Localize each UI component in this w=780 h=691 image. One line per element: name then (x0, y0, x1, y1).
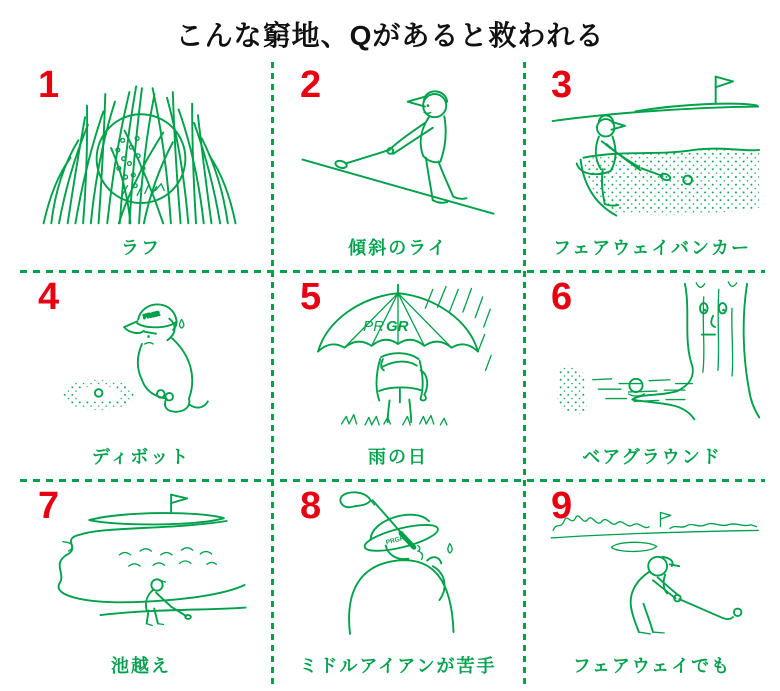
grid-divider-vertical-1 (271, 62, 274, 686)
cell-label: 雨の日 (368, 447, 428, 467)
golf-ball (734, 608, 742, 616)
flag-icon (660, 512, 670, 526)
cell-number: 5 (300, 276, 322, 318)
cell-label: フェアウェイバンカー (552, 238, 752, 258)
grid-cell-5 (276, 274, 520, 477)
golfer-back-view (376, 353, 427, 422)
cell-label: ベアグラウンド (582, 447, 722, 467)
cap-brand-text: PRGR (385, 534, 406, 546)
cell-label: ミドルアイアンが苦手 (299, 656, 497, 676)
umbrella-brand-text: PR GR (363, 317, 409, 335)
club-head (723, 617, 733, 619)
golf-ball (629, 378, 642, 391)
cell-number: 2 (300, 64, 322, 106)
grid-cell-3 (527, 62, 777, 268)
cap-brand-text: PRGR (142, 310, 161, 321)
cell-number: 3 (551, 64, 573, 106)
dirt-stipple (557, 365, 587, 413)
head (648, 556, 667, 575)
ear (419, 551, 423, 559)
golfer-under-umbrella-in-rain-illustration (285, 276, 511, 440)
grid-cell-7 (14, 483, 268, 686)
golfer-on-slope-illustration (285, 64, 511, 231)
club-head (185, 615, 191, 619)
putting-green (89, 513, 224, 524)
cell-label: ディボット (91, 447, 191, 467)
golfer-in-fairway-bunker-illustration (537, 64, 767, 231)
ball-on-bare-ground-by-tree-illustration (537, 276, 767, 440)
grass-tufts (342, 414, 447, 424)
sweat-drop (180, 319, 184, 327)
flag-icon (716, 77, 733, 103)
cell-number: 9 (551, 485, 573, 527)
treeline (551, 515, 758, 537)
golf-ball-in-rough-illustration (28, 64, 254, 231)
cell-label: 池越え (111, 656, 171, 676)
page-title: こんな窮地、Qがあると救われる (175, 20, 605, 51)
cell-label: 傾斜のライ (348, 238, 448, 258)
cell-number: 1 (38, 64, 60, 106)
grid-cell-1 (14, 62, 268, 268)
cell-number: 8 (300, 485, 322, 527)
cell-label: フェアウェイでも (572, 656, 732, 676)
club-head (340, 492, 370, 507)
club-shaft (171, 606, 186, 615)
flag-icon (171, 494, 187, 511)
cell-number: 6 (551, 276, 573, 318)
grid-cell-9 (527, 483, 777, 686)
cell-label: ラフ (121, 238, 161, 258)
grid-divider-horizontal-2 (20, 479, 765, 482)
tree-trunk (632, 281, 759, 418)
golfer (631, 556, 733, 633)
cell-number: 4 (38, 276, 60, 318)
golfer-swinging-iron-back-view-illustration (285, 485, 511, 649)
golfer-addressing-on-fairway-illustration (537, 485, 767, 649)
divot-stipple (61, 379, 136, 409)
water-waves (119, 547, 216, 565)
golfer (335, 91, 467, 202)
grid-cell-4 (14, 274, 268, 477)
grid-cell-6 (527, 274, 777, 477)
club-shaft (679, 599, 722, 618)
slope-line (302, 160, 493, 214)
golfer-kneeling-at-divot-illustration (28, 276, 254, 440)
grid-divider-vertical-2 (523, 62, 526, 686)
grid-cell-8 (276, 483, 520, 686)
club-head (335, 160, 348, 170)
grid-cell-2 (276, 62, 520, 268)
grid-divider-horizontal-1 (20, 270, 765, 273)
bunker-outline (612, 542, 657, 551)
golfer-back (349, 543, 453, 633)
rain-lines (425, 286, 491, 370)
club-shaft (346, 150, 389, 164)
golfer-hitting-over-pond-illustration (28, 485, 254, 649)
golfer (124, 304, 208, 411)
green-horizon (553, 104, 758, 121)
cell-number: 7 (38, 485, 60, 527)
sweat-drop (448, 543, 452, 552)
golfer (146, 579, 191, 625)
